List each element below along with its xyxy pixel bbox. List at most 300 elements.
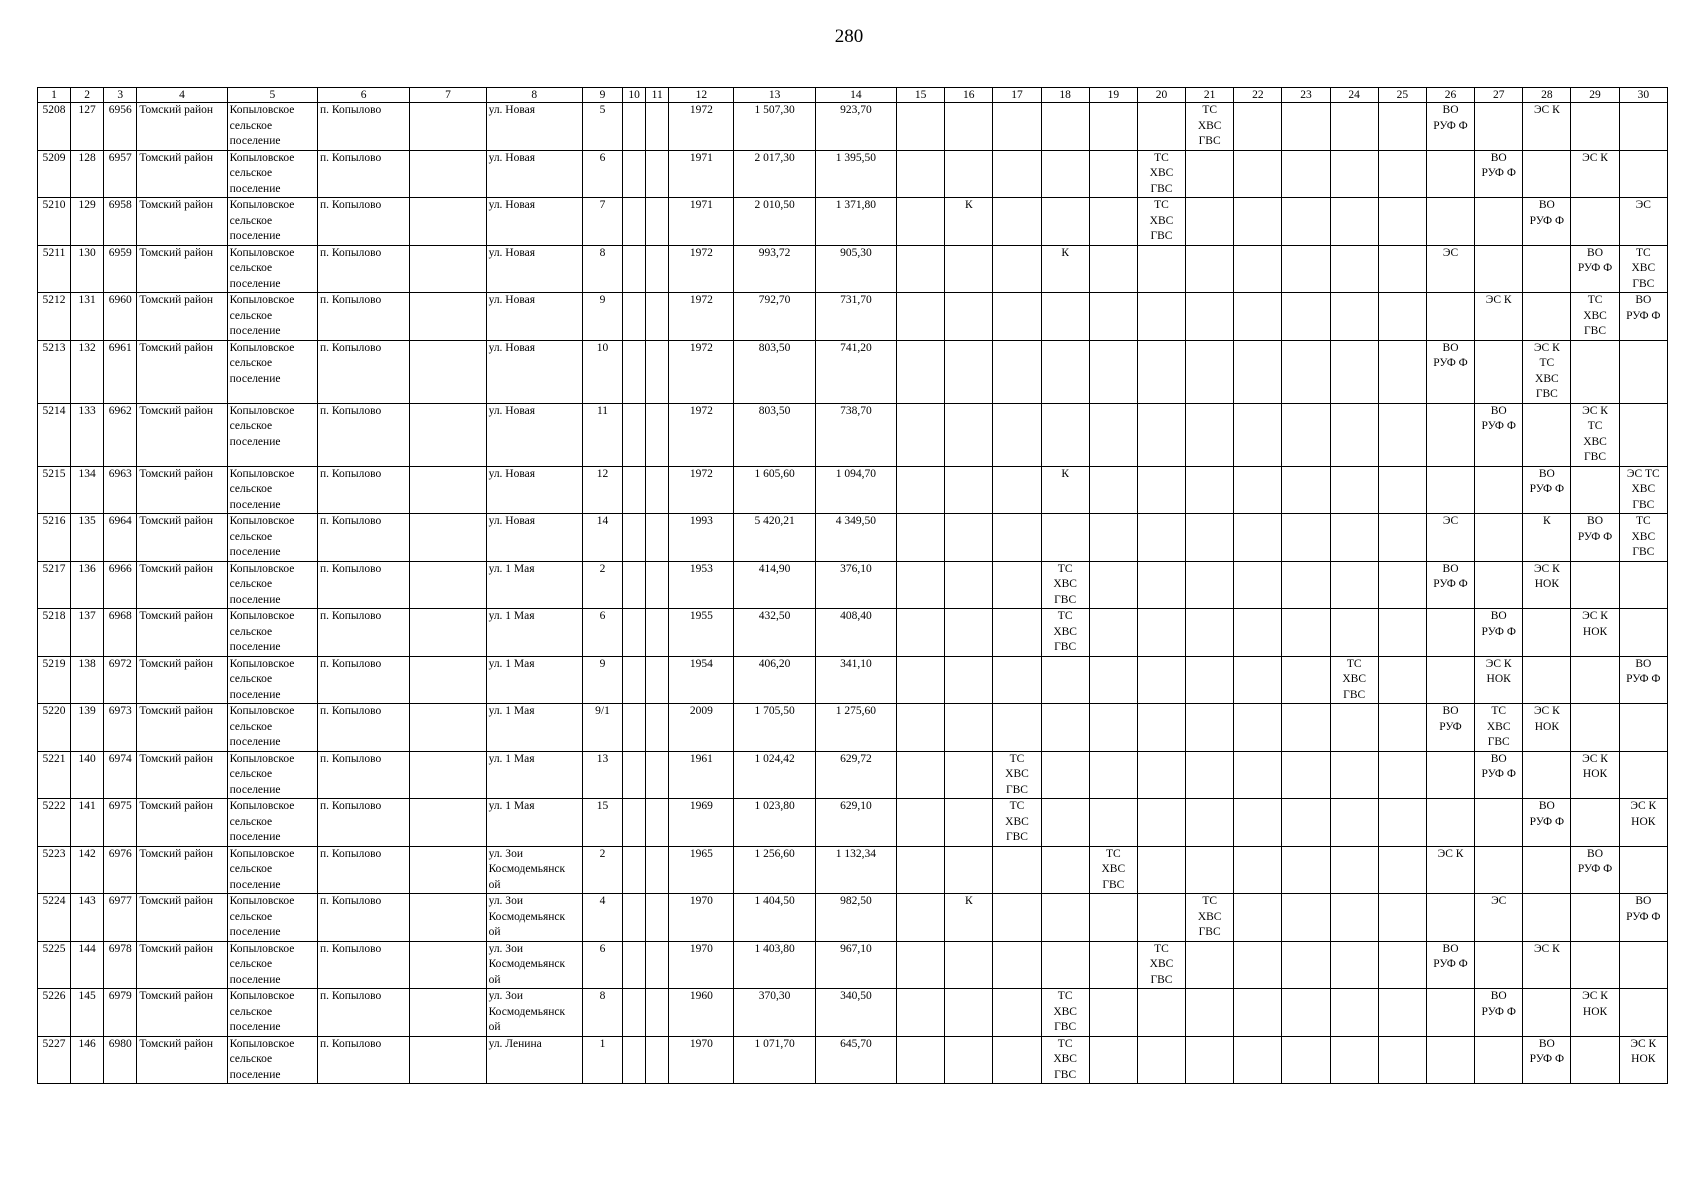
column-header-7: 7 xyxy=(410,88,486,103)
cell-line: поселение xyxy=(229,783,281,796)
cell-col-13: 1 071,70 xyxy=(734,1036,815,1084)
column-header-8: 8 xyxy=(486,88,582,103)
cell-col-26 xyxy=(1426,245,1474,293)
cell-col-2: 135 xyxy=(71,514,104,562)
cell-col-13: 2 010,50 xyxy=(734,198,815,246)
cell-col-6: п. Копылово xyxy=(317,514,409,562)
cell-line: РУФ Ф xyxy=(1433,958,1468,970)
cell-col-24 xyxy=(1330,403,1378,466)
cell-line: Космодемьянск xyxy=(488,958,566,970)
cell-col-15 xyxy=(897,656,945,704)
table-row xyxy=(38,609,1668,657)
cell-col-27 xyxy=(1475,561,1523,609)
cell-col-26 xyxy=(1426,941,1474,989)
cell-col-13: 993,72 xyxy=(734,245,815,293)
cell-col-10 xyxy=(623,894,646,942)
cell-col-1: 5215 xyxy=(38,466,71,514)
cell-col-12: 1970 xyxy=(669,1036,734,1084)
cell-col-9: 10 xyxy=(582,340,622,403)
cell-line: НОК xyxy=(1582,768,1608,780)
cell-col-18 xyxy=(1041,150,1089,198)
cell-col-8 xyxy=(486,340,582,403)
cell-col-24 xyxy=(1330,941,1378,989)
cell-col-14: 967,10 xyxy=(815,941,896,989)
cell-col-29 xyxy=(1571,198,1619,246)
cell-col-1: 5216 xyxy=(38,514,71,562)
cell-col-14: 1 094,70 xyxy=(815,466,896,514)
cell-line: сельское xyxy=(229,167,273,179)
cell-col-28 xyxy=(1523,751,1571,799)
cell-line: РУФ Ф xyxy=(1529,1053,1565,1065)
cell-col-4: Томский район xyxy=(137,293,227,341)
cell-col-21 xyxy=(1186,293,1234,341)
cell-col-9: 1 xyxy=(582,1036,622,1084)
cell-line: Копыловское xyxy=(229,404,295,417)
cell-line: РУФ Ф xyxy=(1433,119,1468,132)
cell-line: сельское xyxy=(229,119,273,132)
cell-col-5 xyxy=(227,245,317,293)
cell-line: ул. Новая xyxy=(488,294,536,306)
cell-line: сельское xyxy=(229,625,273,638)
cell-col-3: 6956 xyxy=(104,103,137,151)
cell-col-16 xyxy=(945,403,993,466)
cell-col-29 xyxy=(1571,751,1619,799)
cell-col-21 xyxy=(1186,340,1234,403)
cell-col-2: 144 xyxy=(71,941,104,989)
cell-line: НОК xyxy=(1631,815,1656,828)
cell-col-19 xyxy=(1089,846,1137,894)
cell-col-6: п. Копылово xyxy=(317,941,409,989)
cell-col-10 xyxy=(623,609,646,657)
cell-col-21 xyxy=(1186,941,1234,989)
cell-col-16 xyxy=(945,561,993,609)
cell-col-29 xyxy=(1571,656,1619,704)
cell-col-18 xyxy=(1041,561,1089,609)
cell-col-19 xyxy=(1089,150,1137,198)
cell-line: ВО xyxy=(1587,515,1604,527)
cell-col-1: 5212 xyxy=(38,293,71,341)
cell-col-3: 6973 xyxy=(104,704,137,752)
cell-col-25 xyxy=(1378,894,1426,942)
cell-line: ЭС К xyxy=(1582,610,1608,622)
cell-line: РУФ Ф xyxy=(1577,262,1613,274)
cell-col-9: 12 xyxy=(582,466,622,514)
cell-col-12: 1953 xyxy=(669,561,734,609)
cell-col-2: 137 xyxy=(71,609,104,657)
cell-col-26 xyxy=(1426,989,1474,1037)
cell-col-29 xyxy=(1571,466,1619,514)
cell-col-18 xyxy=(1041,799,1089,847)
cell-col-12: 1993 xyxy=(669,514,734,562)
cell-line: ТС xyxy=(1635,246,1651,259)
cell-col-28 xyxy=(1523,989,1571,1037)
cell-col-25 xyxy=(1378,245,1426,293)
cell-col-17 xyxy=(993,403,1041,466)
cell-line: ГВС xyxy=(1632,498,1655,511)
cell-col-23 xyxy=(1282,989,1330,1037)
cell-line: ЭС xyxy=(1491,895,1507,907)
cell-line: поселение xyxy=(229,973,281,986)
cell-col-25 xyxy=(1378,340,1426,403)
cell-col-15 xyxy=(897,403,945,466)
cell-col-29 xyxy=(1571,245,1619,293)
cell-col-20 xyxy=(1137,340,1185,403)
cell-col-20 xyxy=(1137,656,1185,704)
cell-col-8 xyxy=(486,989,582,1037)
cell-col-4: Томский район xyxy=(137,846,227,894)
cell-col-29 xyxy=(1571,514,1619,562)
cell-col-19 xyxy=(1089,799,1137,847)
cell-col-5 xyxy=(227,293,317,341)
cell-line: РУФ Ф xyxy=(1481,625,1516,638)
cell-col-5 xyxy=(227,609,317,657)
cell-col-9: 11 xyxy=(582,403,622,466)
cell-col-25 xyxy=(1378,704,1426,752)
column-header-17: 17 xyxy=(993,88,1041,103)
cell-col-16 xyxy=(945,941,993,989)
cell-col-29 xyxy=(1571,403,1619,466)
cell-col-3: 6964 xyxy=(104,514,137,562)
cell-col-11 xyxy=(646,941,669,989)
cell-col-17 xyxy=(993,103,1041,151)
cell-col-16 xyxy=(945,799,993,847)
cell-line: Копыловское xyxy=(229,847,295,860)
cell-col-16 xyxy=(945,846,993,894)
cell-col-2: 140 xyxy=(71,751,104,799)
cell-line: Копыловское xyxy=(229,294,295,306)
cell-col-10 xyxy=(623,466,646,514)
cell-col-4: Томский район xyxy=(137,656,227,704)
cell-col-29 xyxy=(1571,561,1619,609)
cell-line: ул. Новая xyxy=(488,246,536,259)
cell-col-20 xyxy=(1137,941,1185,989)
cell-line: поселение xyxy=(229,230,281,242)
cell-col-18 xyxy=(1041,403,1089,466)
cell-col-22 xyxy=(1234,894,1282,942)
cell-col-4: Томский район xyxy=(137,751,227,799)
cell-col-1: 5219 xyxy=(38,656,71,704)
cell-col-17 xyxy=(993,989,1041,1037)
cell-line: ТС xyxy=(1154,199,1169,211)
cell-line: ТС xyxy=(1346,657,1362,670)
cell-col-15 xyxy=(897,704,945,752)
cell-line: ВО xyxy=(1635,294,1652,306)
cell-line: ЭС К xyxy=(1582,990,1608,1002)
cell-line: ТС xyxy=(1202,895,1218,907)
cell-col-28 xyxy=(1523,799,1571,847)
cell-col-28 xyxy=(1523,894,1571,942)
cell-col-22 xyxy=(1234,103,1282,151)
cell-col-16 xyxy=(945,609,993,657)
cell-col-20 xyxy=(1137,894,1185,942)
cell-col-29 xyxy=(1571,293,1619,341)
cell-col-7 xyxy=(410,466,486,514)
cell-col-5 xyxy=(227,340,317,403)
cell-col-30 xyxy=(1619,293,1667,341)
cell-line: поселение xyxy=(229,435,281,448)
cell-col-20 xyxy=(1137,609,1185,657)
cell-col-10 xyxy=(623,514,646,562)
cell-col-1: 5211 xyxy=(38,245,71,293)
cell-line: ХВС xyxy=(1053,578,1077,590)
cell-col-12: 1972 xyxy=(669,293,734,341)
table-row xyxy=(38,150,1668,198)
column-header-20: 20 xyxy=(1137,88,1185,103)
cell-col-23 xyxy=(1282,894,1330,942)
column-header-11: 11 xyxy=(646,88,669,103)
cell-col-25 xyxy=(1378,293,1426,341)
column-header-4: 4 xyxy=(137,88,227,103)
cell-line: ВО xyxy=(1490,990,1507,1002)
cell-col-7 xyxy=(410,561,486,609)
cell-col-9: 4 xyxy=(582,894,622,942)
table-row xyxy=(38,293,1668,341)
cell-col-17 xyxy=(993,751,1041,799)
cell-line: сельское xyxy=(229,1053,273,1065)
cell-col-19 xyxy=(1089,656,1137,704)
table-row xyxy=(38,846,1668,894)
cell-col-8 xyxy=(486,245,582,293)
cell-col-10 xyxy=(623,799,646,847)
cell-line: ГВС xyxy=(1198,135,1221,147)
cell-col-3: 6966 xyxy=(104,561,137,609)
cell-line: ТС xyxy=(1154,942,1169,955)
cell-col-8 xyxy=(486,1036,582,1084)
cell-col-5 xyxy=(227,656,317,704)
cell-col-7 xyxy=(410,245,486,293)
cell-line: ХВС xyxy=(1583,309,1607,322)
cell-col-4: Томский район xyxy=(137,609,227,657)
cell-col-23 xyxy=(1282,799,1330,847)
cell-col-19 xyxy=(1089,1036,1137,1084)
cell-col-22 xyxy=(1234,150,1282,198)
cell-col-27 xyxy=(1475,514,1523,562)
cell-col-19 xyxy=(1089,941,1137,989)
cell-col-3: 6957 xyxy=(104,150,137,198)
cell-col-14: 982,50 xyxy=(815,894,896,942)
cell-line: поселение xyxy=(229,641,281,653)
cell-col-27 xyxy=(1475,466,1523,514)
cell-col-23 xyxy=(1282,466,1330,514)
cell-col-19 xyxy=(1089,198,1137,246)
cell-col-3: 6976 xyxy=(104,846,137,894)
cell-line: ВО xyxy=(1635,895,1652,907)
cell-col-6: п. Копылово xyxy=(317,894,409,942)
cell-col-27 xyxy=(1475,941,1523,989)
cell-col-10 xyxy=(623,198,646,246)
cell-col-15 xyxy=(897,293,945,341)
cell-col-8 xyxy=(486,941,582,989)
table-row xyxy=(38,656,1668,704)
cell-col-12: 2009 xyxy=(669,704,734,752)
cell-col-17 xyxy=(993,198,1041,246)
cell-col-9: 8 xyxy=(582,989,622,1037)
cell-line: К xyxy=(964,895,973,907)
cell-col-19 xyxy=(1089,514,1137,562)
cell-col-22 xyxy=(1234,1036,1282,1084)
cell-line: Копыловское xyxy=(229,515,295,527)
cell-line: ЭС К xyxy=(1437,847,1464,860)
table-body xyxy=(38,103,1668,1084)
cell-col-4: Томский район xyxy=(137,989,227,1037)
cell-col-15 xyxy=(897,245,945,293)
cell-col-11 xyxy=(646,799,669,847)
cell-line: ТС xyxy=(1009,800,1025,812)
cell-col-2: 145 xyxy=(71,989,104,1037)
cell-col-26 xyxy=(1426,293,1474,341)
cell-col-12: 1955 xyxy=(669,609,734,657)
cell-col-18 xyxy=(1041,751,1089,799)
column-header-3: 3 xyxy=(104,88,137,103)
column-header-29: 29 xyxy=(1571,88,1619,103)
cell-col-20 xyxy=(1137,514,1185,562)
cell-col-27 xyxy=(1475,656,1523,704)
cell-line: К xyxy=(1061,467,1069,480)
cell-col-9: 2 xyxy=(582,846,622,894)
cell-col-28 xyxy=(1523,293,1571,341)
cell-col-13: 5 420,21 xyxy=(734,514,815,562)
cell-col-4: Томский район xyxy=(137,704,227,752)
cell-col-27 xyxy=(1475,989,1523,1037)
cell-line: ХВС xyxy=(1149,958,1174,970)
cell-line: ХВС xyxy=(1053,625,1077,638)
cell-col-28 xyxy=(1523,704,1571,752)
cell-line: РУФ Ф xyxy=(1529,483,1565,495)
cell-col-10 xyxy=(623,704,646,752)
cell-col-5 xyxy=(227,514,317,562)
cell-col-6: п. Копылово xyxy=(317,150,409,198)
cell-line: поселение xyxy=(229,498,281,511)
cell-col-23 xyxy=(1282,1036,1330,1084)
cell-line: ХВС xyxy=(1342,673,1366,685)
cell-col-16 xyxy=(945,293,993,341)
cell-line: РУФ Ф xyxy=(1433,578,1468,590)
cell-line: НОК xyxy=(1486,673,1511,685)
column-header-24: 24 xyxy=(1330,88,1378,103)
cell-col-6: п. Копылово xyxy=(317,704,409,752)
cell-col-25 xyxy=(1378,466,1426,514)
table-row xyxy=(38,561,1668,609)
cell-line: сельское xyxy=(229,357,273,369)
cell-col-27 xyxy=(1475,894,1523,942)
column-header-13: 13 xyxy=(734,88,815,103)
cell-col-26 xyxy=(1426,846,1474,894)
cell-col-24 xyxy=(1330,609,1378,657)
cell-col-1: 5209 xyxy=(38,150,71,198)
cell-col-5 xyxy=(227,799,317,847)
cell-col-16 xyxy=(945,894,993,942)
table-row xyxy=(38,198,1668,246)
cell-col-12: 1972 xyxy=(669,245,734,293)
cell-col-4: Томский район xyxy=(137,198,227,246)
cell-line: ГВС xyxy=(1150,230,1173,242)
cell-line: ВО xyxy=(1442,562,1459,575)
cell-col-27 xyxy=(1475,150,1523,198)
cell-col-14: 629,10 xyxy=(815,799,896,847)
cell-col-14: 376,10 xyxy=(815,561,896,609)
cell-col-27 xyxy=(1475,103,1523,151)
cell-col-16 xyxy=(945,989,993,1037)
cell-col-21 xyxy=(1186,894,1234,942)
cell-col-21 xyxy=(1186,1036,1234,1084)
cell-col-15 xyxy=(897,846,945,894)
cell-col-7 xyxy=(410,751,486,799)
cell-col-23 xyxy=(1282,103,1330,151)
data-table xyxy=(37,87,1668,1084)
cell-col-13: 1 404,50 xyxy=(734,894,815,942)
cell-col-11 xyxy=(646,704,669,752)
cell-line: ГВС xyxy=(1054,593,1077,606)
cell-line: поселение xyxy=(229,372,281,385)
column-header-25: 25 xyxy=(1378,88,1426,103)
cell-col-8 xyxy=(486,466,582,514)
cell-line: ТС xyxy=(1587,294,1603,306)
cell-line: ХВС xyxy=(1005,768,1029,780)
cell-col-20 xyxy=(1137,103,1185,151)
cell-col-5 xyxy=(227,466,317,514)
cell-col-21 xyxy=(1186,561,1234,609)
cell-line: Копыловское xyxy=(229,151,295,164)
cell-line: НОК xyxy=(1534,578,1559,590)
cell-col-15 xyxy=(897,514,945,562)
cell-col-16 xyxy=(945,1036,993,1084)
cell-line: ВО xyxy=(1538,800,1555,812)
cell-col-22 xyxy=(1234,293,1282,341)
column-header-12: 12 xyxy=(669,88,734,103)
cell-col-7 xyxy=(410,609,486,657)
cell-line: РУФ Ф xyxy=(1481,1005,1516,1018)
cell-line: ул. 1 Мая xyxy=(488,752,535,765)
cell-line: ул. 1 Мая xyxy=(488,562,535,575)
cell-line: ХВС xyxy=(1535,372,1559,385)
cell-col-14: 645,70 xyxy=(815,1036,896,1084)
cell-col-12: 1972 xyxy=(669,103,734,151)
cell-col-2: 136 xyxy=(71,561,104,609)
cell-col-9: 9 xyxy=(582,656,622,704)
cell-col-14: 1 275,60 xyxy=(815,704,896,752)
cell-col-8 xyxy=(486,751,582,799)
cell-col-1: 5221 xyxy=(38,751,71,799)
cell-col-2: 128 xyxy=(71,150,104,198)
cell-col-4: Томский район xyxy=(137,561,227,609)
cell-col-8 xyxy=(486,846,582,894)
cell-col-25 xyxy=(1378,989,1426,1037)
cell-line: Космодемьянск xyxy=(488,863,566,875)
cell-col-20 xyxy=(1137,846,1185,894)
cell-col-30 xyxy=(1619,245,1667,293)
cell-col-8 xyxy=(486,609,582,657)
cell-col-12: 1971 xyxy=(669,150,734,198)
cell-line: поселение xyxy=(229,277,281,290)
cell-line: ГВС xyxy=(1487,736,1510,748)
cell-col-13: 1 023,80 xyxy=(734,799,815,847)
cell-col-4: Томский район xyxy=(137,799,227,847)
cell-col-14: 4 349,50 xyxy=(815,514,896,562)
cell-col-15 xyxy=(897,466,945,514)
cell-line: ул. Ленина xyxy=(488,1037,542,1050)
cell-col-24 xyxy=(1330,198,1378,246)
cell-line: поселение xyxy=(229,325,281,337)
cell-col-13: 1 605,60 xyxy=(734,466,815,514)
cell-col-5 xyxy=(227,941,317,989)
cell-col-26 xyxy=(1426,704,1474,752)
cell-line: ВО xyxy=(1490,151,1507,164)
cell-col-7 xyxy=(410,293,486,341)
cell-col-18 xyxy=(1041,704,1089,752)
cell-col-20 xyxy=(1137,198,1185,246)
cell-line: ТС xyxy=(1105,847,1121,860)
cell-col-3: 6959 xyxy=(104,245,137,293)
